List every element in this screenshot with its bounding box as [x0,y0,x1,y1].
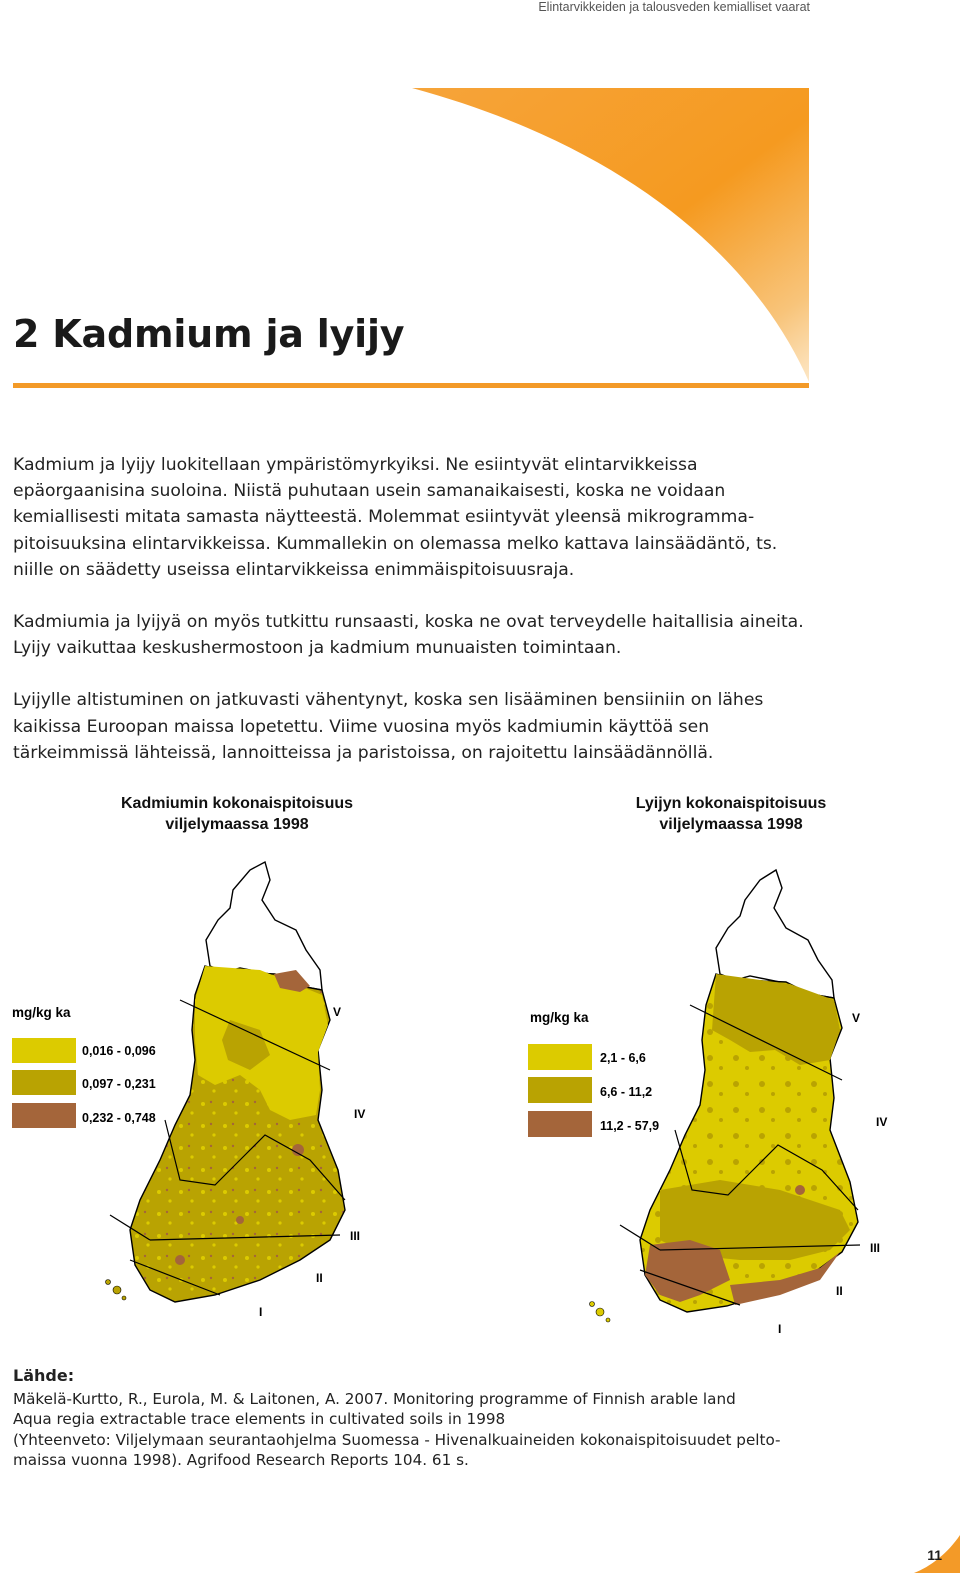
cadmium-map [12,795,365,1319]
lead-map-region-iv: IV [876,1115,888,1129]
lead-legend-label-3: 11,2 - 57,9 [600,1119,660,1133]
cadmium-map-brown-spot [292,1144,304,1156]
lead-legend-label-1: 2,1 - 6,6 [600,1051,646,1065]
cadmium-legend-swatch-2 [12,1070,76,1095]
lead-legend-swatch-2 [528,1077,592,1103]
lead-map [528,795,887,1336]
cadmium-legend-swatch-1 [12,1038,76,1063]
cadmium-legend-unit: mg/kg ka [12,1005,71,1020]
source-line-4: maissa vuonna 1998). Agrifood Research Reports 104. 61 s. [13,1451,469,1469]
cadmium-map-brown-spot [175,1255,185,1265]
running-header: Elintarvikkeiden ja talousveden kemialliset vaarat [538,0,810,14]
lead-map-region-ii: II [836,1284,843,1298]
paragraph-2: Kadmiumia ja lyijyä on myös tutkittu runsaasti, koska ne ovat terveydelle haitallisia aineita. Lyijy vaikuttaa keskushermostoon ja kadmium munuaisten toimintaan. [13,612,804,659]
cadmium-map-island [113,1286,121,1294]
cadmium-map-region-v: V [333,1005,342,1019]
lead-map-region-i: I [778,1322,782,1336]
page-number: 11 [927,1547,942,1563]
cadmium-map-brown-spot [236,1216,244,1224]
cadmium-legend-label-3: 0,232 - 0,748 [82,1111,156,1125]
lead-map-region-iii: III [870,1241,881,1255]
cadmium-map-island [122,1296,126,1300]
cadmium-legend-swatch-3 [12,1103,76,1128]
paragraph-1: Kadmium ja lyijy luokitellaan ympäristömyrkyiksi. Ne esiintyvät elintarvikkeissa epäorgaanisina suoloina. Niistä puhutaan usein samanaikaisesti, koska ne voidaan kemiallisesti mitata samasta näytteestä. Molemmat esiintyvät yleensä mikrogramma-pitoisuuksina elintarvikkeissa. Kummallekin on olemassa melko kattava lainsäädäntö, ts. niille on säädetty useissa elintarvikkeissa enimmäispitoisuusraja. [13,455,778,580]
title-rule [13,383,809,388]
lead-map-brown-spot [795,1185,805,1195]
source-block [13,1366,813,1471]
cadmium-map-title-line1: Kadmiumin kokonaispitoisuus [120,795,354,812]
lead-map-title-line1: Lyijyn kokonaispitoisuus [635,795,827,812]
chapter-title: 2 Kadmium ja lyijy [13,312,405,356]
cadmium-map-region-iv: IV [354,1107,366,1121]
maps-figure [0,790,960,1350]
paragraph-3: Lyijylle altistuminen on jatkuvasti vähentynyt, koska sen lisääminen bensiiniin on lähes kaikissa Euroopan maissa lopetettu. Viime vuosina myös kadmiumin käyttöä sen tärkeimmissä lähteissä, lannoitteissa ja paristoissa, on rajoitettu lainsäädännöllä. [13,690,764,763]
cadmium-map-region-i: I [259,1305,263,1319]
lead-legend-unit: mg/kg ka [530,1010,589,1025]
cadmium-legend-label-2: 0,097 - 0,231 [82,1077,156,1091]
cadmium-map-region-iii: III [350,1229,361,1243]
lead-map-region-v: V [852,1011,861,1025]
cadmium-legend-label-1: 0,016 - 0,096 [82,1044,156,1058]
cadmium-map-region-ii: II [316,1271,323,1285]
body-text [13,452,813,792]
lead-map-island [606,1318,610,1322]
lead-map-island [596,1308,604,1316]
source-line-2: Aqua regia extractable trace elements in cultivated soils in 1998 [13,1410,506,1428]
source-line-3: (Yhteenveto: Viljelymaan seurantaohjelma Suomessa - Hivenalkuaineiden kokonaispitoisuudet pelto- [13,1430,781,1449]
lead-legend-swatch-1 [528,1044,592,1070]
lead-legend-label-2: 6,6 - 11,2 [600,1085,653,1099]
lead-map-island [590,1302,595,1307]
source-heading: Lähde: [13,1366,75,1385]
source-line-1: Mäkelä-Kurtto, R., Eurola, M. & Laitonen, A. 2007. Monitoring programme of Finnish arable land [13,1389,736,1408]
lead-map-title-line2: viljelymaassa 1998 [659,816,803,833]
cadmium-map-island [106,1280,111,1285]
cadmium-map-title-line2: viljelymaassa 1998 [165,816,309,833]
lead-legend-swatch-3 [528,1111,592,1137]
